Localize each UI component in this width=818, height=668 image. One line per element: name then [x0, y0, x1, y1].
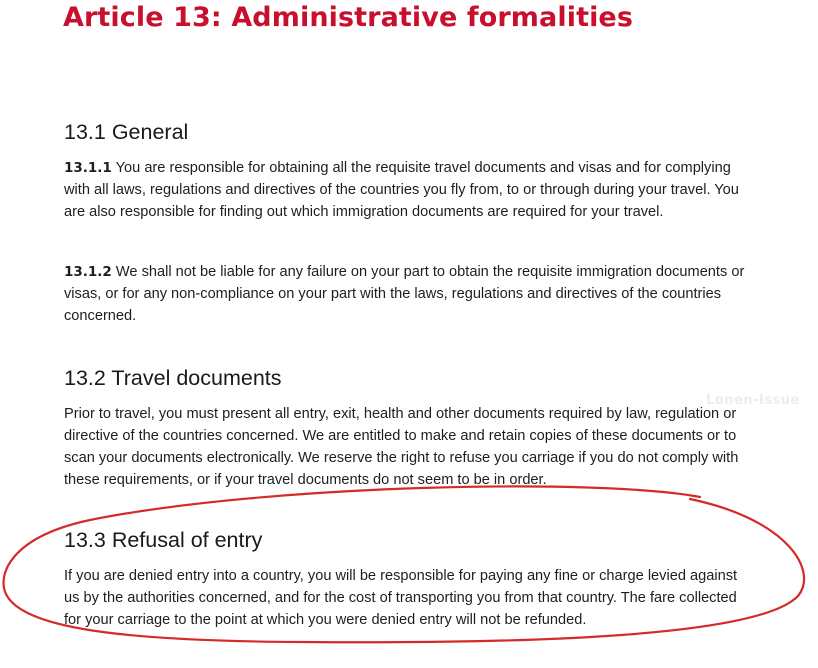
article-title: Article 13: Administrative formalities	[63, 2, 634, 33]
paragraph-number: 13.1.2	[64, 264, 112, 280]
paragraph-text: You are responsible for obtaining all the requisite travel documents and visas and for complying with all laws, regulations and directives of the countries you fly from, to or through during your travel. You are also responsible for finding out which immigration documents are required for your travel.	[64, 160, 739, 220]
paragraph-number: 13.1.1	[64, 160, 112, 176]
paragraph-refusal-of-entry: If you are denied entry into a country, you will be responsible for paying any fine or charge levied against us by the authorities concerned, and for the cost of transporting you from that country. The fare collected for your carriage to the point at which you were denied entry will not be refunded.	[64, 568, 738, 628]
section-heading-travel-documents: 13.2 Travel documents	[64, 366, 282, 390]
paragraph-text: We shall not be liable for any failure on your part to obtain the requisite immigration documents or visas, or for any non-compliance on your part with the laws, regulations and directives of the countries concerned.	[64, 264, 745, 324]
paragraph-13-1-1	[64, 157, 754, 223]
paragraph-13-1-2	[64, 261, 754, 327]
section-heading-general: 13.1 General	[64, 120, 189, 144]
paragraph-travel-documents: Prior to travel, you must present all entry, exit, health and other documents required by law, regulation or directive of the countries concerned. We are entitled to make and retain copies of these documents or to scan your documents electronically. We reserve the right to refuse you carriage if you do not comply with these requirements, or if your travel documents do not seem to be in order.	[64, 406, 739, 488]
watermark-text: Lonen-Issue	[706, 393, 800, 408]
section-heading-refusal-of-entry: 13.3 Refusal of entry	[64, 528, 263, 552]
